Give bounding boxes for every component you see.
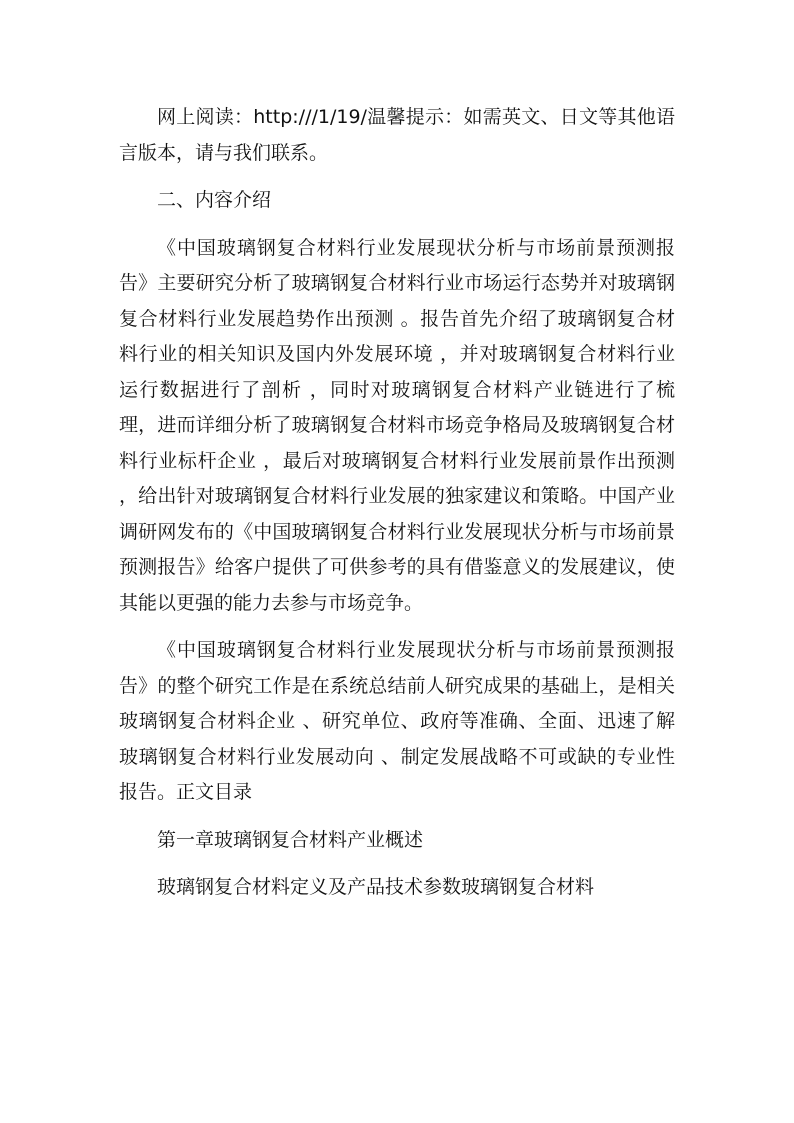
chapter-one-heading: 第一章玻璃钢复合材料产业概述 [157,828,424,851]
document-body [119,100,675,906]
section-heading-content-intro: 二、内容介绍 [157,189,272,211]
chapter-one-first-line: 玻璃钢复合材料定义及产品技术参数玻璃钢复合材料 [157,876,595,898]
online-reading-notice: 网上阅读：http:///1/19/温馨提示：如需英文、日文等其他语言版本，请与我们联系。 [119,106,675,164]
report-summary-paragraph: 《中国玻璃钢复合材料行业发展现状分析与市场前景预测报告》主要研究分析了玻璃钢复合材料行业市场运行态势并对玻璃钢复合材料行业发展趋势作出预测 。报告首先介绍了玻璃钢复合材料行业的相关知识及国内外发展环境 ，并对玻璃钢复合材料行业运行数据进行了剖析 ，同时对玻璃钢复合材料产业链进行了梳理，进而详细分析了玻璃钢复合材料市场竞争格局及玻璃钢复合材料行业标杆企业 ，最后对玻璃钢复合材料行业发展前景作出预测 ，给出针对玻璃钢复合材料行业发展的独家建议和策略。中国产业调研网发布的《中国玻璃钢复合材料行业发展现状分析与市场前景预测报告》给客户提供了可供参考的具有借鉴意义的发展建议，使其能以更强的能力去参与市场竞争。 [119,236,675,614]
report-purpose-paragraph: 《中国玻璃钢复合材料行业发展现状分析与市场前景预测报告》的整个研究工作是在系统总结前人研究成果的基础上，是相关玻璃钢复合材料企业 、研究单位、政府等准确、全面、迅速了解玻璃钢复合材料行业发展动向 、制定发展战略不可或缺的专业性报告。正文目录 [119,639,675,803]
